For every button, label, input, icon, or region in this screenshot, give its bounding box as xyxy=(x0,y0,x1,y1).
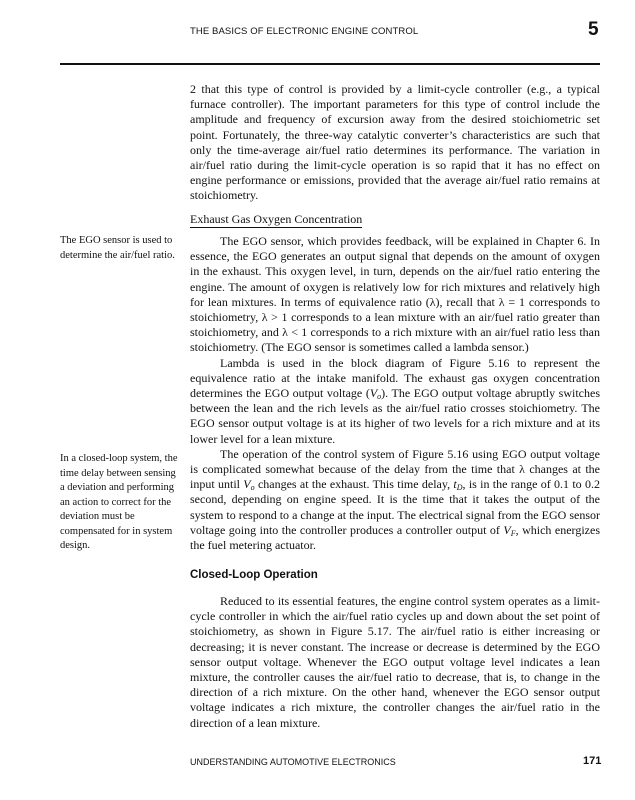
margin-note-ego: The EGO sensor is used to determine the air/fuel ratio. xyxy=(60,235,175,261)
paragraph-lambda: Lambda is used in the block diagram of Figure 5.16 to represent the equivalence ratio at the intake manifold. The exhaust gas oxygen concentration determines the EGO output voltage $(V_o)$. The EGO output voltage abruptly switches between the lean and the rich levels as the air/fuel ratio crosses stoichiometry. The EGO sensor output voltage is at its higher of two levels for a rich mixture and at its lower level for a lean mixture. xyxy=(190,355,601,446)
symbol-vf: $V_F$ xyxy=(503,522,516,538)
symbol-vo: $V_o$ xyxy=(369,386,382,402)
paragraph-ego-sensor: The EGO sensor, which provides feedback, will be explained in Chapter 6. In essence, the EGO generates an output signal that depends on the amount of oxygen in the exhaust. This oxygen level, in turn, depends on the air/fuel ratio entering the engine. The amount of oxygen is relatively low for rich mixtures and relatively high for lean mixtures. In terms of equivalence ratio (λ), recall that λ = 1 corresponds to stoichiometry, λ > 1 corresponds to a lean mixture with an air/fuel ratio greater than stoichiometry, and λ < 1 corresponds to a rich mixture with an air/fuel ratio less than stoichiometry. (The EGO sensor is sometimes called a lambda sensor.) xyxy=(190,234,601,355)
symbol-vo: $V_o$ xyxy=(243,477,255,493)
margin-note-closed-loop: In a closed-loop system, the time delay between sensing a deviation and performing an action to correct for the deviation must be compensated for in system design. xyxy=(60,453,178,551)
symbol-td: $t_D$ xyxy=(453,477,463,493)
page-number: 171 xyxy=(583,755,602,767)
heading-closed-loop: Closed-Loop Operation xyxy=(190,569,318,581)
chapter-number: 5 xyxy=(588,19,599,40)
subheading-exhaust-gas: Exhaust Gas Oxygen Concentration xyxy=(190,212,363,226)
running-footer-title: UNDERSTANDING AUTOMOTIVE ELECTRONICS xyxy=(190,757,396,767)
header-rule xyxy=(60,63,600,65)
paragraph-intro: 2 that this type of control is provided by a limit-cycle controller (e.g., a typical furnace controller). The important parameters for this type of control include the amplitude and frequency of excursion away from the desired stoichiometric set point. Fortunately, the three-way catalytic converter’s characteristics are such that only the time-average air/fuel ratio determines its performance. The variation in air/fuel ratio during the limit-cycle operation is so rapid that it has no effect on engine performance or emissions, provided that the average air/fuel ratio remains at stoichiometry. xyxy=(190,82,600,203)
body-closed-loop xyxy=(190,594,600,731)
paragraph-operation: The operation of the control system of Figure 5.16 using EGO output voltage is complicated somewhat because of the delay from the time that λ changes at the input until $V_o$ changes at the exhaust. This time delay, $t_D$, is in the range of 0.1 to 0.2 second, depending on engine speed. It is the time that it takes the output of the system to respond to a change at the input. The electrical signal from the EGO sensor voltage going into the controller produces a controller output of $V_F$, which energizes the fuel metering actuator. xyxy=(190,446,600,553)
paragraph-closed-loop: Reduced to its essential features, the engine control system operates as a limit-cycle controller in which the air/fuel ratio cycles up and down about the set point of stoichiometry, as shown in Figure 5.17. The air/fuel ratio is either increasing or decreasing; it is never constant. The increase or decrease is determined by the EGO sensor output voltage. Whenever the EGO output voltage level indicates a lean mixture, the controller causes the air/fuel ratio to decrease, that is, to change in the direction of a rich mixture. On the other hand, whenever the EGO sensor output voltage indicates a rich mixture, the controller changes the air/fuel ratio in the direction of a lean mixture. xyxy=(190,594,600,730)
running-header-title: THE BASICS OF ELECTRONIC ENGINE CONTROL xyxy=(190,26,419,37)
body-ego-section xyxy=(190,234,600,553)
body-intro xyxy=(190,82,600,204)
